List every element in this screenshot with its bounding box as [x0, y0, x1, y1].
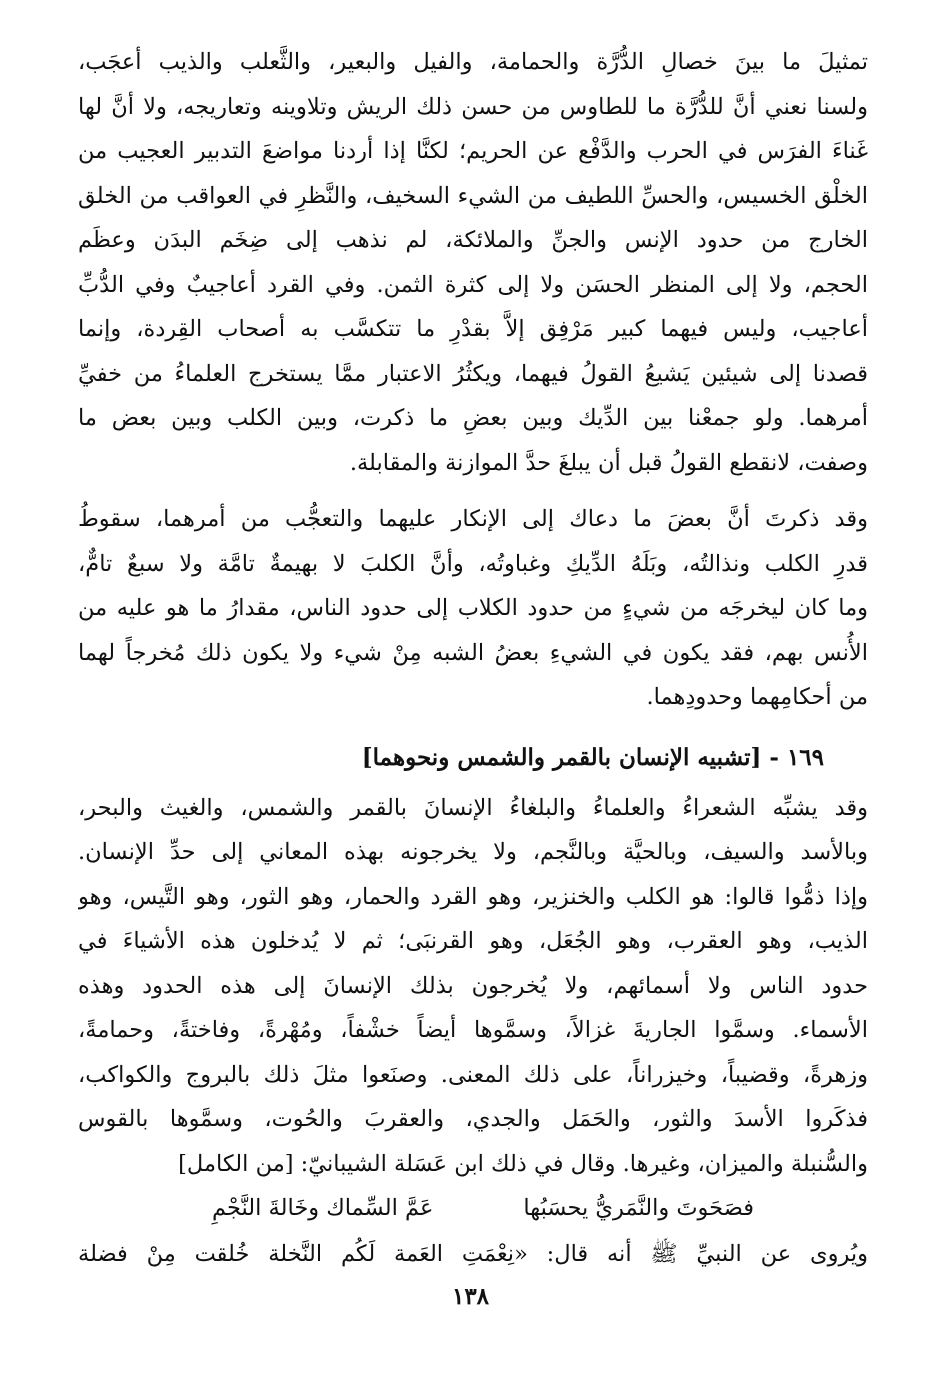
- text-line: وبالأسد والسيف، وبالحيَّة وبالنَّجم، ولا يخرجونه بهذه المعاني إلى حدِّ الإنسان.: [78, 839, 868, 865]
- text-line: فذكَروا الأسدَ والثور، والحَمَل والجدي، والعقربَ والحُوت، وسمَّوها بالقوس: [78, 1106, 868, 1132]
- text-line: من أحكامِهما وحدودِهما.: [646, 684, 868, 710]
- page-body: [78, 40, 868, 1277]
- paragraph-1: [78, 40, 868, 485]
- text-line: قصدنا إلى شيئين يَشيعُ القولُ فيهما، ويكثُرُ الاعتبار ممَّا يستخرج العلماءُ من خفيِّ: [78, 360, 868, 387]
- text-line: الحجم، ولا إلى المنظر الحسَن ولا إلى كثرة الثمن. وفي القرد أعاجيبٌ وفي الدُّبِّ: [78, 271, 868, 298]
- paragraph-4: [78, 1232, 868, 1277]
- text-line: وصفت، لانقطع القولُ قبل أن يبلغَ حدَّ الموازنة والمقابلة.: [349, 449, 868, 476]
- text-line: وقد يشبِّه الشعراءُ والعلماءُ والبلغاءُ الإنسانَ بالقمر والشمس، والغيث والبحر،: [78, 794, 868, 821]
- poetry-verse: [78, 1186, 868, 1230]
- text-line: الأسماء. وسمَّوا الجاريةَ غزالاً، وسمَّوها أيضاً خشْفاً، ومُهْرةً، وفاختةً، وحمامةً،: [78, 1017, 868, 1043]
- page-number: ١٣٨: [451, 1283, 490, 1310]
- text-line: أمرهما. ولو جمعْنا بين الدِّيك وبين بعضِ ما ذكرت، وبين الكلب وبين بعض ما: [78, 405, 868, 431]
- text-line: الأُنس بهم، فقد يكون في الشيءِ بعضُ الشبه مِنْ شيء ولا يكون ذلك مُخرجاً لهما: [78, 639, 868, 666]
- text-line: الذيب، وهو العقرب، وهو الجُعَل، وهو القرنبَى؛ ثم لا يُدخلون هذه الأشياءَ في: [78, 928, 868, 954]
- text-line: ويُروى عن النبيِّ ﷺ أنه قال: «نِعْمَتِ العَمة لَكُم النَّخلة خُلقت مِنْ فضلة: [78, 1241, 868, 1267]
- text-line: والسُّنبلة والميزان، وغيرها. وقال في ذلك ابن عَسَلة الشيبانيّ: [من الكامل]: [178, 1150, 868, 1177]
- paragraph-3: [78, 786, 868, 1187]
- text-line: الخلْق الخسيس، والحسِّ اللطيف من الشيء السخيف، والنَّظرِ في العواقب من الخلق: [78, 182, 868, 209]
- text-line: قدرِ الكلب ونذالتُه، وبَلَهُ الدِّيكِ وغباوتُه، وأنَّ الكلبَ لا بهيمةٌ تامَّة ولا سبعٌ تامٌّ،: [78, 550, 868, 577]
- text-line: وما كان ليخرجَه من شيءٍ من حدود الكلاب إلى حدود الناس، مقدارُ ما هو عليه من: [78, 595, 868, 621]
- text-line: غَناءَ الفرَس في الحرب والدَّفْع عن الحريم؛ لكنَّا إذا أردنا مواضعَ التدبير العجيب من: [78, 138, 868, 164]
- paragraph-2: [78, 497, 868, 720]
- text-line: حدود الناس ولا أسمائهم، ولا يُخرجون بذلك الإنسانَ إلى هذه الحدود وهذه: [78, 972, 868, 999]
- text-line: الخارج من حدود الإنس والجنِّ والملائكة، لم نذهب إلى ضِخَم البدَن وعظَم: [78, 227, 868, 253]
- text-line: ولسنا نعني أنَّ للدُّرَّة ما للطاوس من حسن ذلك الريش وتلاوينه وتعاريجه، ولا أنَّ لها: [78, 93, 868, 120]
- verse-hemistich-right: فصَحَوتَ والنَّمَريُّ يحسَبُها: [523, 1195, 754, 1221]
- text-line: تمثيلَ ما بينَ خصالِ الدُّرَّة والحمامة، والفيل والبعير، والثَّعلب والذيب أعجَب،: [78, 49, 868, 75]
- text-line: أعاجيب، وليس فيهما كبير مَرْفِق إلاَّ بقدْرِ ما تتكسَّب به أصحاب القِردة، وإنما: [78, 316, 868, 342]
- text-line: وزهرةً، وقضيباً، وخيزراناً، على ذلك المعنى. وصنَعوا مثلَ ذلك بالبروج والكواكب،: [78, 1061, 868, 1088]
- text-line: وقد ذكرتَ أنَّ بعضَ ما دعاك إلى الإنكار عليهما والتعجُّب من أمرهما، سقوطُ: [78, 506, 868, 532]
- section-heading: ١٦٩ - [تشبيه الإنسان بالقمر والشمس ونحوهما]: [361, 743, 824, 771]
- text-line: وإذا ذمُّوا قالوا: هو الكلب والخنزير، وهو القرد والحمار، وهو الثور، وهو التَّيس، وهو: [78, 883, 868, 910]
- verse-hemistich-left: عَمَّ السِّماك وخَالةَ النَّجْمِ: [212, 1195, 434, 1221]
